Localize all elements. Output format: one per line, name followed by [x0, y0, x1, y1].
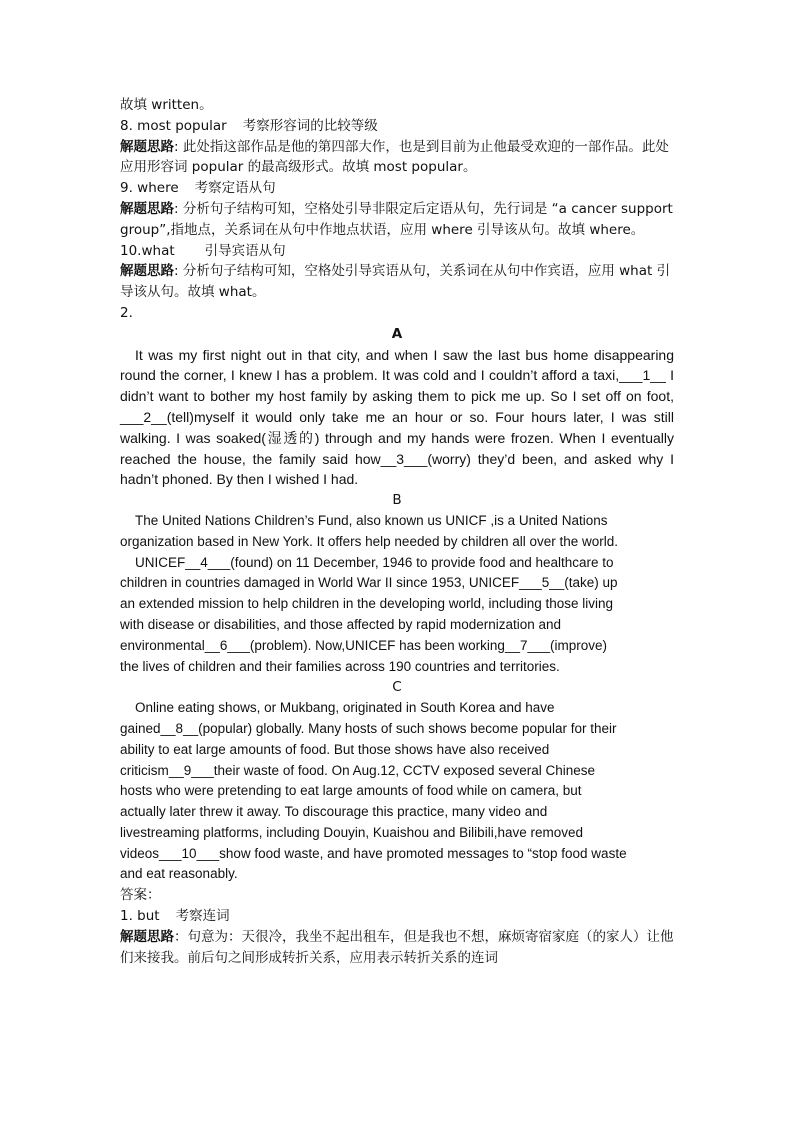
passage-c-body [120, 698, 674, 885]
passage-b-line: the lives of children and their families across 190 countries and territories. [120, 658, 560, 674]
answer-tail-line: 故填 written。 [120, 97, 213, 113]
passage-c-line: livestreaming platforms, including Douyin, Kuaishou and Bilibili,have removed [120, 824, 583, 840]
passage-c-line: gained__8__(popular) globally. Many hosts of such shows become popular for their [120, 720, 617, 736]
answer-10-label: 解题思路 [120, 263, 174, 280]
passage-a-heading: A [391, 325, 403, 342]
answer-1-explanation [120, 927, 674, 969]
answer-10-number: 10.what [120, 242, 175, 259]
passage-b-heading: B [392, 492, 402, 509]
answer-10-topic: 引导宾语从句 [204, 242, 286, 259]
answer-1-label: 解题思路 [120, 928, 174, 945]
section-number: 2. [120, 304, 133, 321]
answer-10-explanation [120, 261, 674, 303]
passage-c-line: ability to eat large amounts of food. But those shows have also received [120, 741, 550, 757]
answer-8-text: : 此处指这部作品是他的第四部大作，也是到目前为止他最受欢迎的一部作品。此处应用形容词 popular 的最高级形式。故填 most popular。 [120, 138, 669, 176]
answer-1-text: ：句意为：天很冷，我坐不起出租车，但是我也不想，麻烦寄宿家庭（的家人）让他们来接我。前后句之间形成转折关系，应用表示转折关系的连词 [120, 928, 674, 966]
passage-c-heading: C [392, 679, 402, 696]
answer-1-topic: 考察连词 [175, 908, 230, 925]
answer-9-text: : 分析句子结构可知，空格处引导非限定后定语从句，先行词是 “a cancer support group”,指地点，关系词在从句中作地点状语，应用 where 引导该从句。故填 where。 [120, 200, 673, 238]
passage-b-line: environmental__6___(problem). Now,UNICEF has been working__7___(improve) [120, 637, 607, 653]
passage-c-line: hosts who were pretending to eat large amounts of food while on camera, but [120, 783, 582, 799]
passage-c-line: and eat reasonably. [120, 866, 238, 882]
passage-c-line: Online eating shows, or Mukbang, originated in South Korea and have [135, 700, 555, 716]
answer-8-label: 解题思路 [120, 138, 174, 155]
answer-9-heading [120, 178, 674, 199]
passage-b-line: with disease or disabilities, and those affected by rapid modernization and [120, 616, 562, 632]
answer-1-number: 1. but [120, 908, 160, 925]
answer-9-topic: 考察定语从句 [194, 180, 276, 197]
passage-c-line: criticism__9___their waste of food. On Aug.12, CCTV exposed several Chinese [120, 762, 595, 778]
answer-8-heading [120, 116, 674, 137]
answer-10-heading [120, 241, 674, 262]
answer-1-heading [120, 906, 674, 927]
passage-b-line: children in countries damaged in World War II since 1953, UNICEF___5__(take) up [120, 575, 618, 591]
passage-b-line: UNICEF__4___(found) on 11 December, 1946 to provide food and healthcare to [135, 554, 614, 570]
passage-b-body [120, 511, 674, 677]
answer-9-explanation [120, 199, 674, 241]
answer-9-label: 解题思路 [120, 200, 174, 217]
answer-8-topic: 考察形容词的比较等级 [242, 117, 378, 134]
passage-b-line: The United Nations Children’s Fund, also known us UNICF ,is a United Nations [135, 512, 608, 528]
passage-b-line: an extended mission to help children in the developing world, including those living [120, 596, 614, 612]
answer-10-text: : 分析句子结构可知，空格处引导宾语从句，关系词在从句中作宾语，应用 what 引导该从句。故填 what。 [120, 263, 671, 301]
answers-title: 答案： [120, 887, 161, 904]
passage-a-text: It was my first night out in that city, and when I saw the last bus home disappearing round the corner, I knew I has a problem. It was cold and I couldn’t afford a taxi,___1__ I didn’t want to bother my host family by asking them to pick me up. So I set off on foot, ___2__(tell)myself it would only take me an hour or so. Four hours later, I was still walking. I was soaked(湿透的) through and my hands were frozen. When I eventually reached the house, the family said how__3___(worry) they’d been, and asked why I hadn’t phoned. By then I wished I had. [120, 346, 674, 488]
answer-8-explanation [120, 137, 674, 179]
passage-c-line: videos___10___show food waste, and have promoted messages to “stop food waste [120, 845, 627, 861]
passage-b-line: organization based in New York. It offers help needed by children all over the world. [120, 533, 619, 549]
passage-c-line: actually later threw it away. To discourage this practice, many video and [120, 804, 548, 820]
answer-8-number: 8. most popular [120, 117, 227, 134]
answer-9-number: 9. where [120, 180, 179, 197]
document-page [120, 95, 674, 968]
